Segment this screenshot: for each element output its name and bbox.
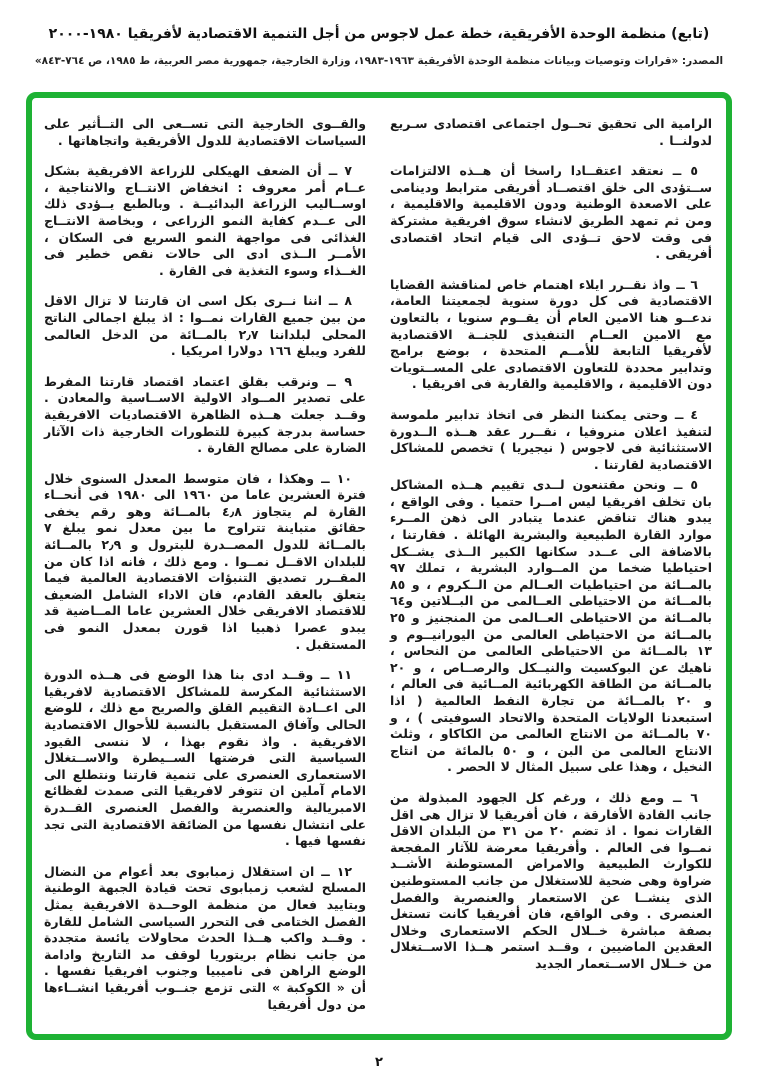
paragraph-item-12: ١٢ ــ ان استقلال زمبابوى بعد أعوام من النضال المسلح لشعب زمبابوى تحت قيادة الجبهة الوطنية وبتاييد فعال من منظمة الوحــدة الافريقية يمثل الفصل الختامى فى التحرر السياسى الشامل للقارة . وقــد واكب هــذا الحدث محاولات يائسة متجددة من جانب نظام بريتوريا لوقف مد التاريخ وادامة الوضع الراهن فى ناميبيا وجنوب افريقيا نفسها . أن « الكوكبة » التى تزمع جنــوب أفريقيا انشــاءها من دول أفريقيا — [44, 863, 366, 1012]
page-number: ٢ — [375, 1055, 383, 1070]
paragraph-item-4: ٤ ــ وحتى يمكننا النظر فى اتخاذ تدابير ملموسة لتنفيذ اعلان منروفيا ، نقــرر عقد هــذه الــدورة الاستثنائية فى لاجوس ( نيجيريا ) تخصص للمشاكل الاقتصادية لقارتنا . — [390, 406, 712, 472]
paragraph-item-11: ١١ ــ وقــد ادى بنا هذا الوضع فى هــذه الدورة الاستثنائية المكرسة للمشاكل الاقتصادية لافريقيا الى اعــادة التقييم القلق والصريح مع ذلك ، للوضع الحالى وآفاق المستقبل بالنسبة للأحوال الاقتصادية الافريقية . واذ نقوم بهذا ، لا ننسى القيود السياسية التى فرضتها الســيطرة والاســتغلال الاستعمارى العنصرى على تنمية قارتنا ونتطلع الى الامام آملين ان تتوفر لافريقيا التى صمدت لفظائع الامبريالية والعنصرية والفصل العنصرى القــدرة على انتشال نفسها من الضائقة الاقتصادية التى تجد نفسها فيها . — [44, 667, 366, 849]
paragraph-continuation: الرامية الى تحقيق تحــول اجتماعى اقتصادى سـريع لدولنــا . — [390, 116, 712, 148]
paragraph-continuation: والقــوى الخارجية التى تســعى الى التــأثير على السياسات الاقتصادية للدول الأفريقية واتجاهاتها . — [44, 116, 366, 148]
paragraph-item-6: ٦ ــ واذ نقــرر ايلاء اهتمام خاص لمناقشة القضايا الاقتصادية فى كل دورة سنوية لجمعيتنا العامة، ندعــو هنا الامين العام أن يقــوم سنويا ، بالتعاون مع الامين العــام التنفيذى للجنــة الاقتصادية لأفريقيا التابعة للأمــم المتحدة ، بوضع برامج وتدابير محددة للتعاون الاقتصادى على المســتويات دون الاقليمية ، والاقليمية والقارية فى افريقيا . — [390, 276, 712, 392]
paragraph-item-7: ٧ ــ أن الضعف الهيكلى للزراعة الافريقية بشكل عــام أمر معروف : انخفاض الانتــاج والانتاجية ، اوســاليب الزراعة البدائيــة . وبالطبع يــؤدى ذلك الى عــدم كفاية النمو الزراعى ، وبخاصة الانتــاج الغذائى فى مواجهة النمو السريع فى السكان ، الأمــر الــذى ادى الى حالات نقص خطير فى الغــذاء وسوء التغذية فى القارة . — [44, 163, 366, 278]
paragraph-item-9: ٩ ــ ونرقب بقلق اعتماد اقتصاد قارتنا المفرط على تصدير المــواد الاولية الاســاسية والمعادن . وقــد جعلت هــذه الظاهرة الاقتصاديات الافريقية حساسة بدرجة كبيرة للتطورات الخارجية ذات الآثار الضارة على مصالح القارة . — [44, 373, 366, 456]
paragraph-item-6b: ٦ ــ ومع ذلك ، ورغم كل الجهود المبذولة من جانب القادة الأفارقة ، فان أفريقيا لا تزال هى اقل القارات نموا . اذ تضم ٢٠ من ٣١ من البلدان الاقل نمــوا فى العالم . وأفريقيا معرضة للآثار المفجعة للكوارث الطبيعية والامراض المستوطنة الأشــد ضراوة وهى ضحية للاستغلال من جانب المستوطنين الذى ينشــا عن الاستعمار والعنصرية والفصل العنصرى . وفى الواقع، فان أفريقيا كانت تستغل بصفة مباشرة خــلال الحكم الاستعمارى وخلال العقدين الماضيين ، وقــد استمر هــذا الاســتغلال من خــلال الاســتعمار الجديد — [390, 789, 712, 971]
page-header — [0, 26, 758, 67]
paragraph-item-5: ٥ ــ نعتقد اعتقــادا راسخا أن هــذه الالتزامات ســتؤدى الى خلق اقتصــاد أفريقى مترابط ودينامى على الاصعدة الوطنية ودون الاقليمية والاقليمية ، ومن ثم تمهد الطريق لانشاء سوق افريقية مشتركة فى وقت لاحق تــؤدى الى قيام اتحاد اقتصادى أفريقى . — [390, 163, 712, 262]
paragraph-item-5b: ٥ ــ ونحن مقتنعون لــدى تقييم هــذه المشاكل بان تخلف افريقيا ليس امــرا حتميا . وفى الواقع ، يبدو هناك تناقض عندما يتبادر الى ذهن المــرء موارد القارة الطبيعية والبشرية الهائلة . فقارتنا ، بالاضافة الى عــدد سكانها الكبير الــذى يشــكل احتياطيا ضخما من المــوارد البشرية ، تملك ٩٧ بالمــائة من احتياطيات العــالم من الــكروم ، و ٨٥ بالمــائة من الاحتياطى العــالمى من البــلاتين و٦٤ بالمــائة من الاحتياطى العــالمى من المنجنيز و ٢٥ بالمــائة من الاحتياطى العالمى من اليورانيــوم و ١٣ بالمــائة من الاحتياطى العالمى من النحاس ، ناهيك عن البوكسيت والنيــكل والرصــاص ، و ٢٠ بالمــائة من الطاقة الكهربائية المــائية فى العالم ، و ٢٠ بالمــائة من تجارة النفط العالمية ( اذا استبعدنا الولايات المتحدة والاتحاد السوفيتى ) ، و ٧٠ بالمــائة من الانتاج العالمى من الكاكاو ، وثلث الانتاج العالمى من البن ، و ٥٠ بالمائة من انتاج النخيل ، وهذا على سبيل المثال لا الحصر . — [390, 477, 713, 775]
document-title: (تابع) منظمة الوحدة الأفريقية، خطة عمل لاجوس من أجل التنمية الاقتصادية لأفريقيا ١٩٨٠-٢٠٠٠ — [48, 26, 710, 42]
paragraph-item-8: ٨ ــ اننا نــرى بكل اسى ان قارتنا لا تزال الاقل من بين جميع القارات نمــوا : اذ يبلغ اجمالى الناتج المحلى لبلداننا ٢٫٧ بالمــائة من الدخل العالمى للفرد ويبلغ ١٦٦ دولارا امريكيا . — [44, 293, 366, 359]
column-left — [44, 116, 366, 1024]
paragraph-item-10: ١٠ ــ وهكذا ، فان متوسط المعدل السنوى خلال فترة العشرين عاما من ١٩٦٠ الى ١٩٨٠ فى أنحــاء القارة لم يتجاوز ٤٫٨ بالمــائة وهو رقم يخفى حقائق متباينة تتراوح ما بين معدل نمو يبلغ ٧ بالمــائة للدول المصــدرة للبترول و ٢٫٩ بالمــائة للبلدان الاقــل نمــوا . ومع ذلك ، فانه اذا كان من المقــرر تصديق التنبؤات الاقتصادية العالمية فيما يتعلق بالعقد القادم، فان الاداء الشامل الضعيف للاقتصاد الافريقى خلال العشرين عاما المــاضية قد يبدو عصرا ذهبيا اذا قورن بمعدل النمو فى المستقبل . — [44, 470, 366, 652]
column-right — [390, 116, 712, 1024]
document-source-line: المصدر: «قرارات وتوصيات وبيانات منظمة الوحدة الأفريقية ١٩٦٣-١٩٨٣، وزارة الخارجية، جمهورية مصر العربية، ط ١٩٨٥، ص ٧٦٤-٨٤٣» — [34, 55, 724, 67]
content-border-box — [26, 92, 732, 1040]
